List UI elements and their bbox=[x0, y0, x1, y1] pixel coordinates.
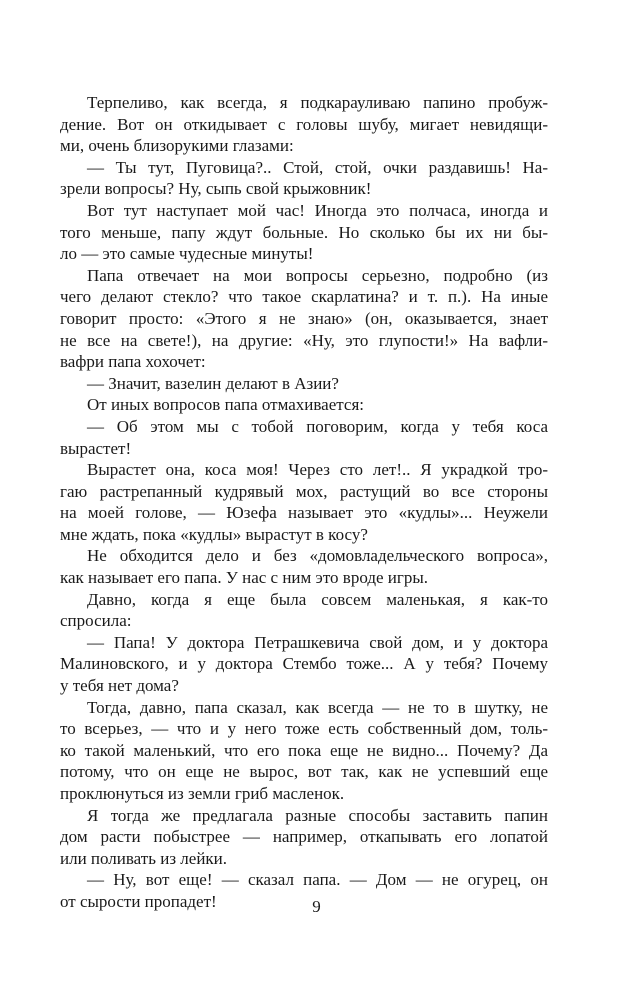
text-line: От иных вопросов папа отмахивается: bbox=[87, 395, 364, 415]
text-line: — Об этом мы с тобой поговорим, когда у тебя коса bbox=[87, 416, 548, 436]
body-text bbox=[60, 92, 548, 913]
text-line: зрели вопросы? Ну, сыпь свой крыжовник! bbox=[60, 179, 372, 199]
paragraph bbox=[60, 92, 548, 157]
text-line: Я тогда же предлагала разные способы заставить папин bbox=[87, 805, 548, 825]
text-line: спросила: bbox=[60, 611, 132, 631]
text-line: вырастет! bbox=[60, 438, 132, 458]
text-line: ко такой маленький, что его пока еще не видно... Почему? Да bbox=[60, 740, 548, 760]
paragraph bbox=[60, 265, 548, 373]
text-line: ло — это самые чудесные минуты! bbox=[60, 244, 314, 264]
text-line: Терпеливо, как всегда, я подкарауливаю папино пробуж- bbox=[87, 93, 548, 112]
text-line: Вырастет она, коса моя! Через сто лет!.. Я украдкой тро- bbox=[87, 460, 548, 480]
text-line: — Ну, вот еще! — сказал папа. — Дом — не огурец, он bbox=[87, 870, 548, 890]
paragraph bbox=[60, 805, 548, 870]
text-line: Папа отвечает на мои вопросы серьезно, подробно (из bbox=[87, 265, 548, 285]
paragraph bbox=[60, 373, 548, 395]
paragraph bbox=[60, 394, 548, 416]
text-line: ми, очень близорукими глазами: bbox=[60, 136, 294, 156]
text-line: вафри папа хохочет: bbox=[60, 352, 206, 372]
text-line: — Ты тут, Пуговица?.. Стой, стой, очки раздавишь! На- bbox=[87, 157, 548, 177]
text-line: дом расти побыстрее — например, откапывать его лопатой bbox=[60, 827, 548, 847]
text-line: проклюнуться из земли гриб масленок. bbox=[60, 784, 345, 803]
text-line: Не обходится дело и без «домовладельческого вопроса», bbox=[87, 546, 548, 566]
text-line: то всерьез, — что и у него тоже есть собственный дом, толь- bbox=[60, 719, 548, 739]
paragraph bbox=[60, 697, 548, 805]
paragraph bbox=[60, 200, 548, 265]
text-line: Давно, когда я еще была совсем маленькая, я как-то bbox=[87, 589, 548, 609]
paragraph bbox=[60, 545, 548, 588]
text-line: дение. Вот он откидывает с головы шубу, мигает невидящи- bbox=[60, 114, 548, 134]
text-line: Тогда, давно, папа сказал, как всегда — не то в шутку, не bbox=[87, 697, 548, 717]
text-line: того меньше, папу ждут больные. Но сколько бы их ни бы- bbox=[60, 222, 548, 242]
text-line: говорит просто: «Этого я не знаю» (он, оказывается, знает bbox=[60, 308, 548, 328]
text-line: от сырости пропадет! bbox=[60, 891, 217, 911]
text-line: Малиновского, и у доктора Стембо тоже... А у тебя? Почему bbox=[60, 654, 548, 674]
paragraph bbox=[60, 589, 548, 632]
paragraph bbox=[60, 157, 548, 200]
text-line: Вот тут наступает мой час! Иногда это полчаса, иногда и bbox=[87, 200, 548, 220]
text-line: у тебя нет дома? bbox=[60, 676, 179, 696]
paragraph bbox=[60, 459, 548, 545]
text-line: не все на свете!), на другие: «Ну, это глупости!» На вафли- bbox=[60, 330, 548, 350]
text-line: — Значит, вазелин делают в Азии? bbox=[87, 373, 339, 393]
paragraph bbox=[60, 632, 548, 697]
text-line: на моей голове, — Юзефа называет это «кудлы»... Неужели bbox=[60, 503, 548, 523]
page-number: 9 bbox=[312, 897, 321, 916]
text-line: мне ждать, пока «кудлы» вырастут в косу? bbox=[60, 524, 368, 544]
paragraph bbox=[60, 416, 548, 459]
text-line: гаю растрепанный кудрявый мох, растущий во все стороны bbox=[60, 481, 548, 501]
text-line: чего делают стекло? что такое скарлатина? и т. п.). На иные bbox=[60, 287, 548, 307]
text-line: — Папа! У доктора Петрашкевича свой дом, и у доктора bbox=[87, 632, 548, 652]
text-line: потому, что он еще не вырос, вот так, как не успевший еще bbox=[60, 762, 548, 782]
text-line: или поливать из лейки. bbox=[60, 848, 228, 868]
text-line: как называет его папа. У нас с ним это вроде игры. bbox=[60, 568, 429, 588]
